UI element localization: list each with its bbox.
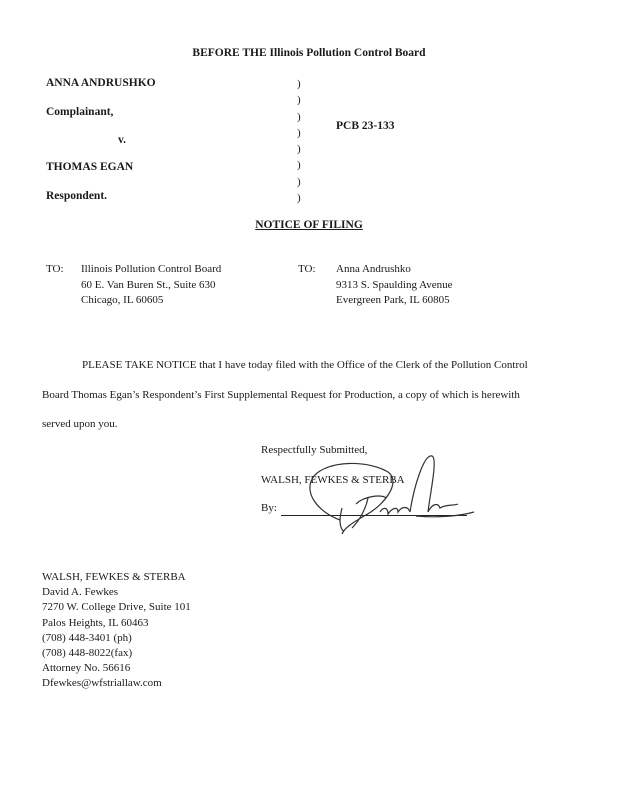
respondent-name: THOMAS EGAN — [46, 161, 134, 173]
footer-line: 7270 W. College Drive, Suite 101 — [42, 601, 191, 614]
footer-line: (708) 448-3401 (ph) — [42, 631, 132, 644]
handwritten-signature — [298, 446, 478, 546]
caption-paren-column — [297, 76, 301, 206]
recipient-2-address — [336, 262, 453, 309]
footer-line: WALSH, FEWKES & STERBA — [42, 571, 186, 583]
address-line: Anna Andrushko — [336, 263, 411, 275]
caption-paren: ) — [297, 126, 301, 139]
signature-by-label: By: — [261, 502, 277, 514]
signature-stroke — [310, 463, 393, 534]
signature-stroke — [380, 508, 410, 515]
complainant-label: Complainant, — [46, 106, 114, 118]
respondent-label: Respondent. — [46, 190, 108, 202]
caption-paren: ) — [297, 94, 301, 107]
body-line-1: PLEASE TAKE NOTICE that I have today filed with the Office of the Clerk of the Pollution Control — [82, 359, 528, 371]
attorney-info — [42, 570, 191, 692]
attorney-email[interactable]: Dfewkes@wfstriallaw.com — [42, 677, 162, 690]
recipient-2-to-label: TO: — [298, 263, 316, 275]
caption-paren: ) — [297, 110, 301, 123]
caption-paren: ) — [297, 143, 301, 156]
body-line-2: Board Thomas Egan’s Respondent’s First Supplemental Request for Production, a copy of which is herewith — [42, 389, 520, 401]
caption-paren: ) — [297, 192, 301, 205]
address-line: 9313 S. Spaulding Avenue — [336, 278, 453, 291]
footer-line: (708) 448-8022(fax) — [42, 647, 133, 660]
address-line: Evergreen Park, IL 60805 — [336, 294, 450, 306]
recipient-1-to-label: TO: — [46, 263, 64, 275]
caption-paren: ) — [297, 159, 301, 172]
caption-paren: ) — [297, 175, 301, 188]
address-line: Illinois Pollution Control Board — [81, 263, 222, 275]
case-number: PCB 23-133 — [336, 120, 395, 132]
body-line-3: served upon you. — [42, 418, 118, 430]
versus-label: v. — [118, 134, 126, 146]
signature-stroke — [416, 512, 474, 517]
signature-firm: WALSH, FEWKES & STERBA — [261, 474, 405, 486]
court-heading: BEFORE THE Illinois Pollution Control Board — [192, 47, 426, 59]
footer-line: David A. Fewkes — [42, 586, 119, 599]
address-line: Chicago, IL 60605 — [81, 294, 164, 306]
caption-paren: ) — [297, 78, 301, 90]
recipient-1-address — [81, 262, 221, 309]
address-line: 60 E. Van Buren St., Suite 630 — [81, 278, 216, 291]
signature-stroke — [340, 508, 344, 532]
signature-stroke — [352, 496, 386, 528]
signature-closing: Respectfully Submitted, — [261, 444, 368, 456]
complainant-name: ANNA ANDRUSHKO — [46, 77, 156, 89]
notice-title: NOTICE OF FILING — [255, 219, 363, 231]
footer-line: Palos Heights, IL 60463 — [42, 616, 149, 629]
signature-stroke — [410, 456, 458, 512]
footer-line: Attorney No. 56616 — [42, 662, 131, 675]
